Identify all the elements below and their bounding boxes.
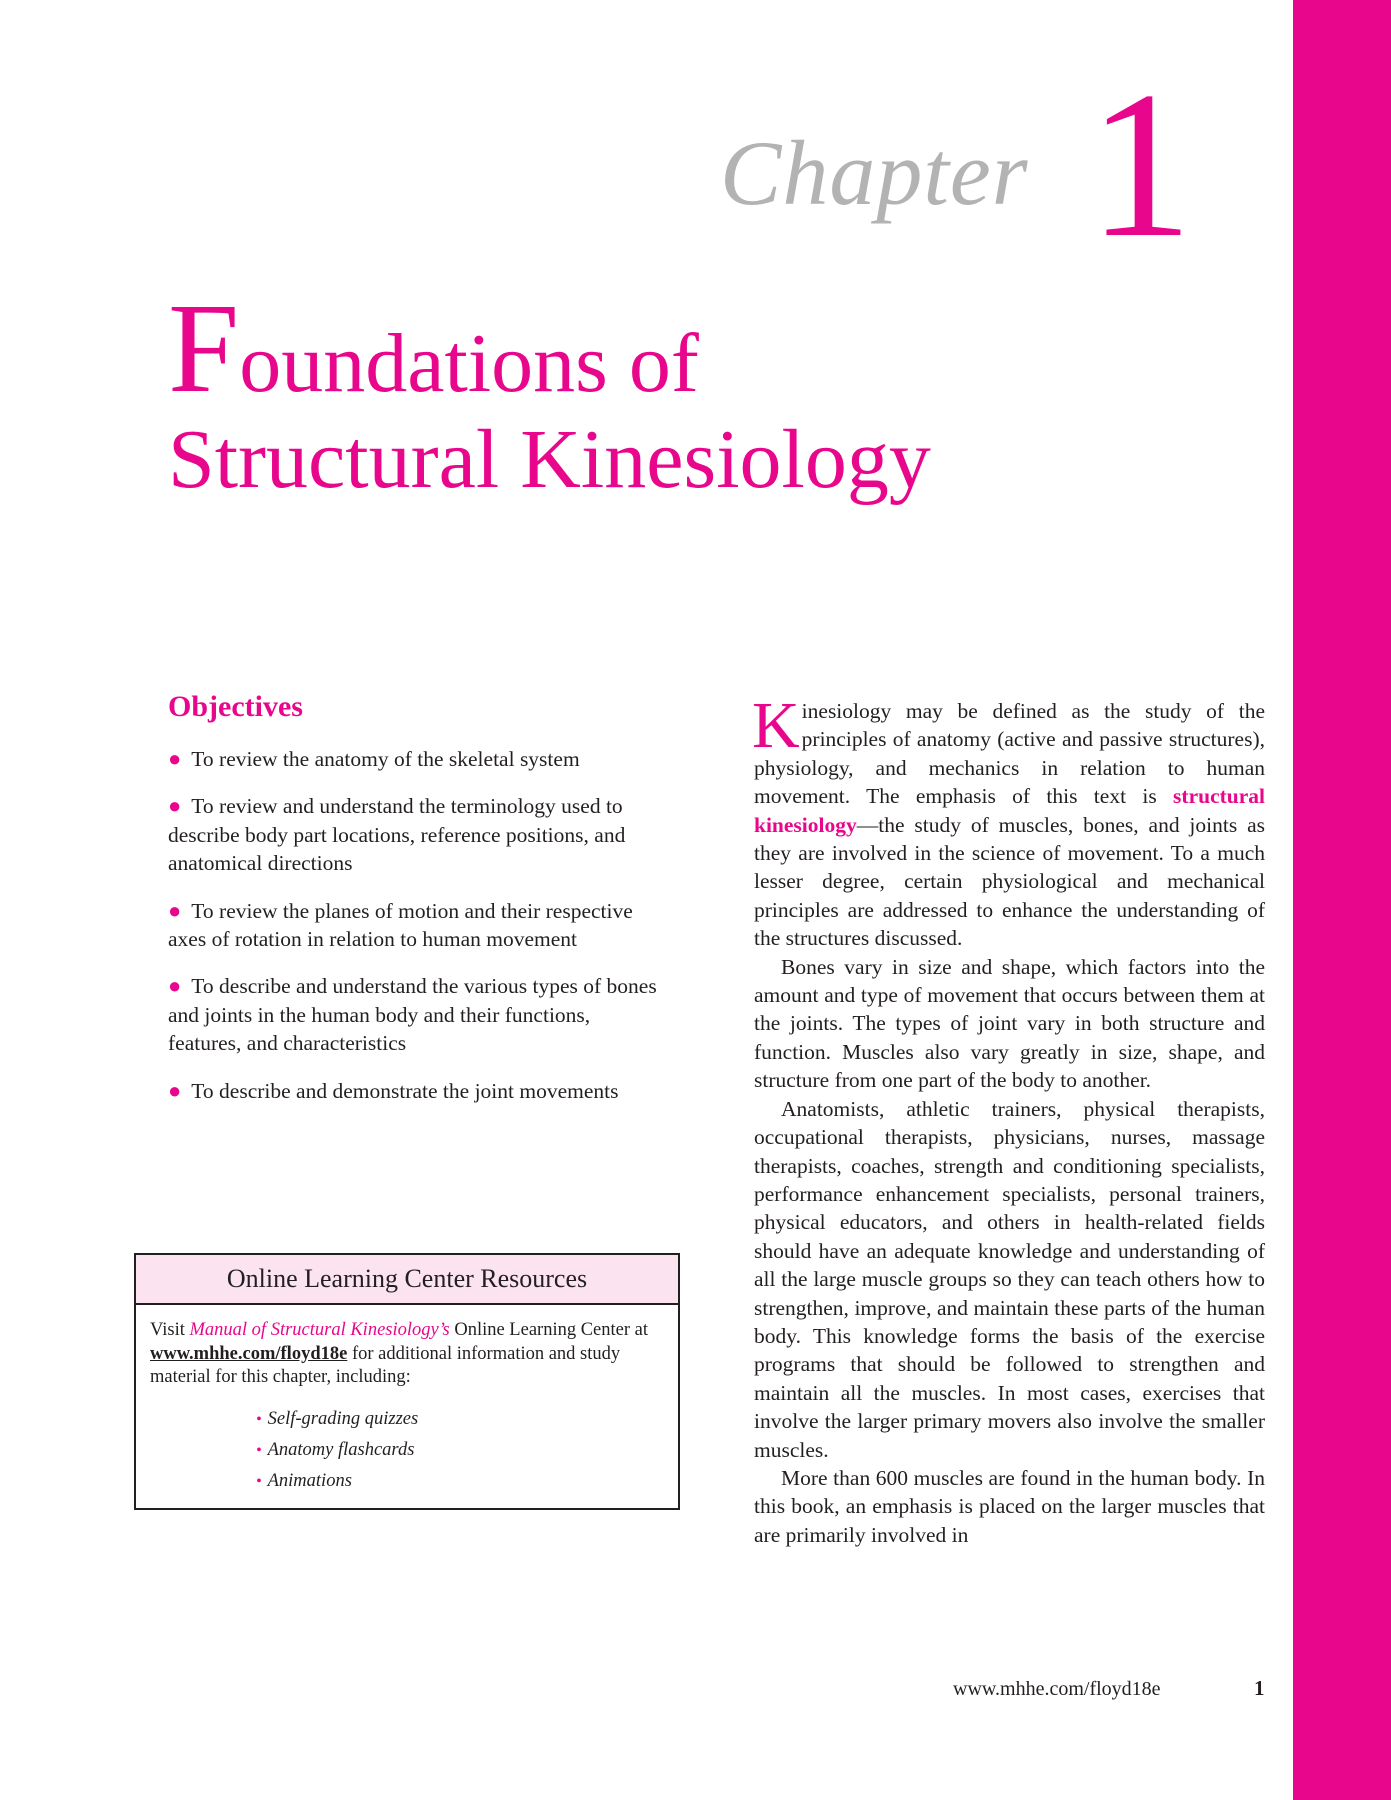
olc-link[interactable]: www.mhhe.com/floyd18e [150,1343,348,1364]
resources-list [256,1404,664,1497]
chapter-label: Chapter [720,122,1029,224]
paragraph: Kinesiology may be defined as the study of the principles of anatomy (active and passive structures), physiology, and mechanics in relation to human movement. The emphasis of this text is structural kinesiology—the study of muscles, bones, and joints as they are involved in the science of movement. To a much lesser degree, certain physiological and mechanical principles are addressed to enhance the understanding of the structures discussed. [752,689,1265,951]
book-title: Manual of Structural Kinesiology’s [189,1320,450,1340]
box-heading: Online Learning Center Resources [136,1255,678,1305]
bullet-icon: • [256,1410,262,1428]
paragraph: More than 600 muscles are found in the human body. In this book, an emphasis is placed on the larger muscles that are primarily involved in [754,1465,1265,1547]
page-edge-color-bar [1293,0,1391,1800]
resource-item: • Anatomy flashcards [256,1439,415,1460]
title-initial: F [168,277,240,419]
objective-item: ● To describe and understand the various types of bones and joints in the human body and their functions, features, and characteristics [168,973,657,1056]
body-text-column [752,689,1265,1549]
title-line2: Structural Kinesiology [168,413,931,506]
chapter-title [168,277,931,508]
footer-url: www.mhhe.com/floyd18e [953,1678,1161,1700]
paragraph: Anatomists, athletic trainers, physical therapists, occupational therapists, physicians, nurses, massage therapists, coaches, strength and conditioning specialists, performance enhancement specialists, personal trainers, physical educators, and others in health-related fields should have an adequate knowledge and understanding of all the large muscle groups so they can teach others how to strengthen, improve, and maintain these parts of the human body. This knowledge forms the basis of the exercise programs that should be followed to strengthen and maintain all the muscles. In most cases, exercises that involve the larger primary movers also involve the smaller muscles. [754,1096,1265,1462]
bullet-icon: • [256,1472,262,1490]
title-line1: oundations of [239,317,699,410]
bullet-icon: ● [168,897,182,923]
resource-item: • Animations [256,1470,352,1491]
bullet-icon: • [256,1441,262,1459]
page-number: 1 [1254,1676,1265,1700]
bullet-icon: ● [168,746,182,771]
objectives-list [168,745,668,1124]
objectives-heading: Objectives [168,690,303,723]
online-learning-center-box [134,1253,680,1510]
objective-item: ● To review the planes of motion and their respective axes of rotation in relation to human movement [168,897,633,952]
objective-item: ● To review the anatomy of the skeletal system [168,746,580,771]
key-term: structural kinesiology [754,784,1265,837]
resource-item: • Self-grading quizzes [256,1408,419,1429]
chapter-number: 1 [1088,49,1193,281]
objective-item: ● To describe and demonstrate the joint movements [168,1077,619,1103]
bullet-icon: ● [168,793,182,819]
paragraph: Bones vary in size and shape, which factors into the amount and type of movement that occurs between them at the joints. The types of joint vary in both structure and function. Muscles also vary greatly in size, shape, and structure from one part of the body to another. [754,954,1265,1093]
bullet-icon: ● [168,1077,182,1103]
box-body: Visit Manual of Structural Kinesiology’s Online Learning Center at www.mhhe.com/floyd18e for additional information and study material for this chapter, including: • Self-grading quizzes • Anatomy flashcards • Animations [136,1305,678,1497]
bullet-icon: ● [168,973,182,999]
objective-item: ● To review and understand the terminology used to describe body part locations, reference positions, and anatomical directions [168,793,626,876]
drop-cap: K [752,689,800,762]
